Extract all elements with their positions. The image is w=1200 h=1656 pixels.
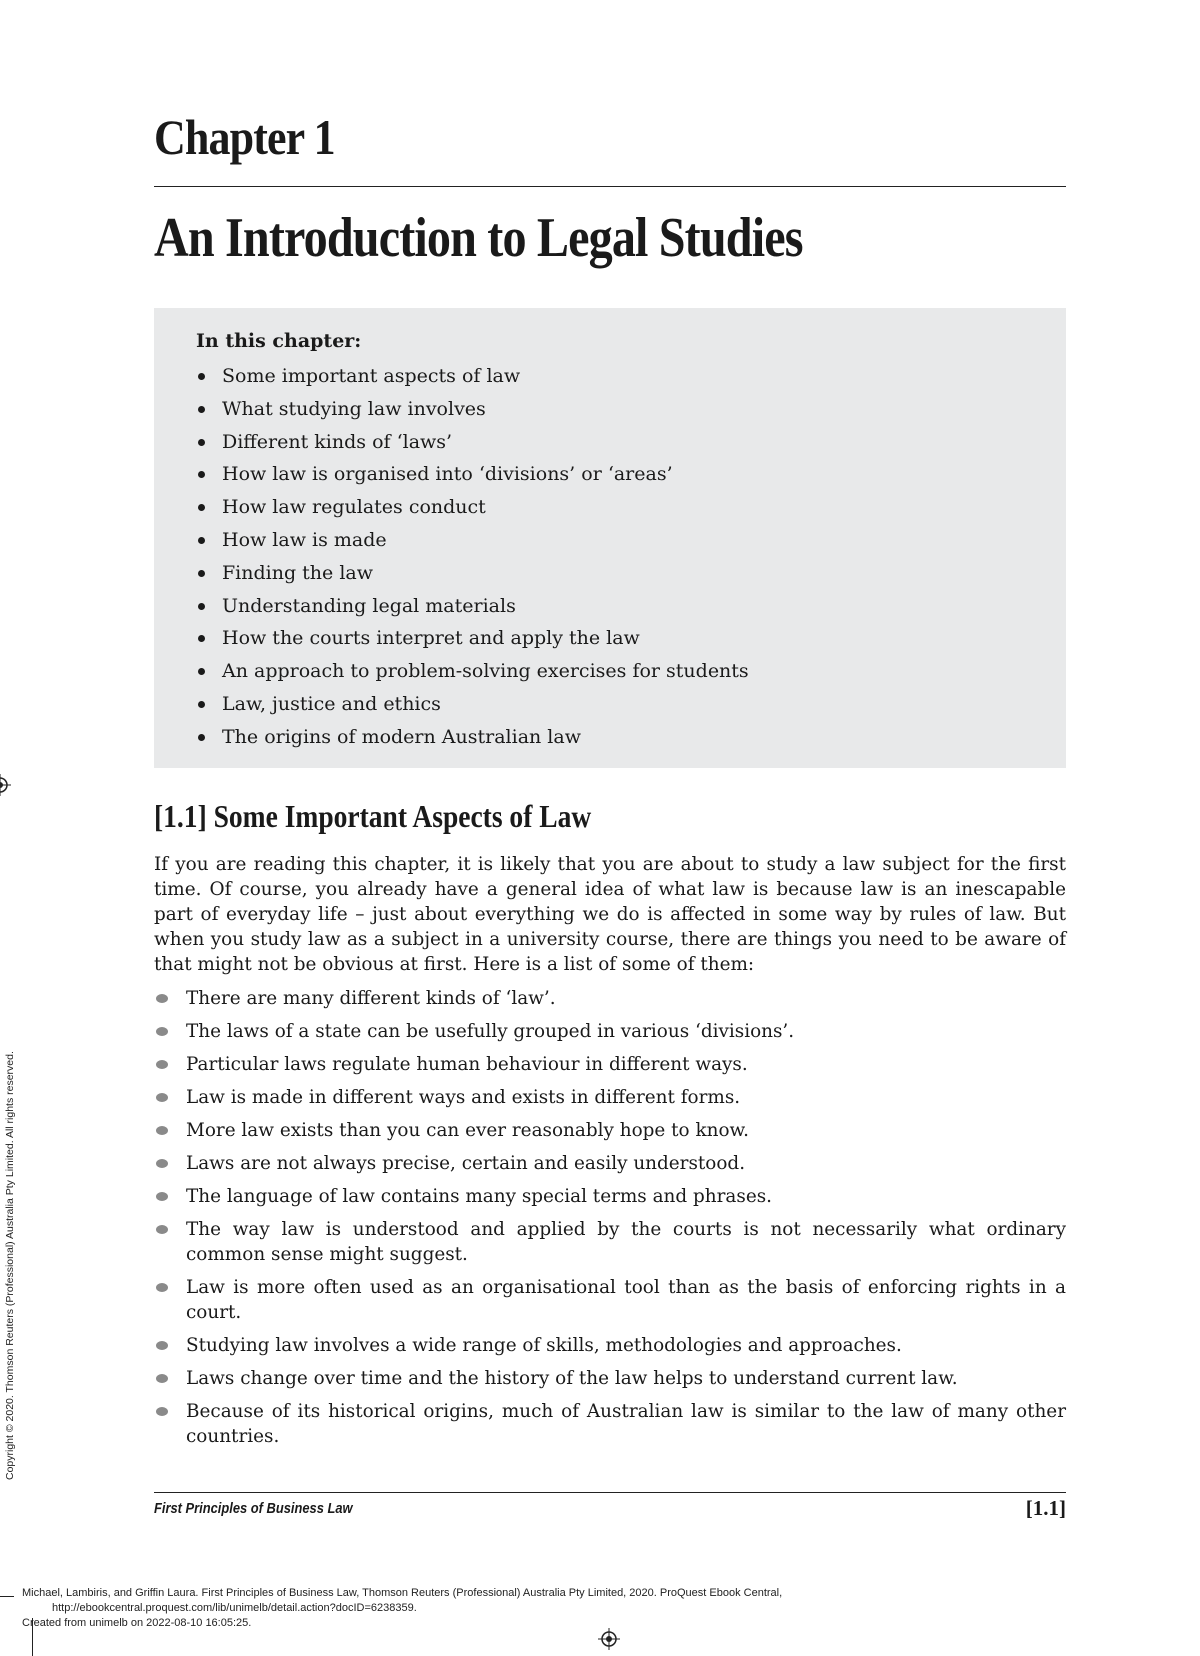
- chapter-divider: [154, 186, 1066, 187]
- list-item: Laws change over time and the history of the law helps to understand current law.: [154, 1366, 1066, 1391]
- summary-item: Finding the law: [196, 557, 749, 590]
- page-reference: [1.1]: [1025, 1496, 1066, 1520]
- summary-list: [196, 360, 749, 754]
- bullet-icon: [156, 994, 168, 1003]
- citation-created: Created from unimelb on 2022-08-10 16:05:25.: [22, 1617, 252, 1629]
- summary-item: Different kinds of ‘laws’: [196, 426, 749, 459]
- summary-item: How law is organised into ‘divisions’ or ‘areas’: [196, 458, 749, 491]
- copyright-notice: Copyright © 2020. Thomson Reuters (Professional) Australia Pty Limited. All rights reserved.: [4, 1051, 16, 1480]
- running-footer-title: First Principles of Business Law: [154, 1500, 353, 1517]
- bullet-icon: [198, 635, 205, 642]
- crosshair-registration-icon: [598, 1628, 620, 1650]
- bullet-icon: [198, 734, 205, 741]
- footer-divider: [154, 1492, 1066, 1493]
- summary-item: Some important aspects of law: [196, 360, 749, 393]
- bullet-icon: [198, 701, 205, 708]
- list-item: More law exists than you can ever reasonably hope to know.: [154, 1118, 1066, 1143]
- bullet-icon: [198, 439, 205, 446]
- bullet-icon: [198, 504, 205, 511]
- list-item: The laws of a state can be usefully grouped in various ‘divisions’.: [154, 1019, 1066, 1044]
- intro-paragraph: If you are reading this chapter, it is likely that you are about to study a law subject for the first time. Of course, you already have a general idea of what law is because law is an inescapable part of everyday life – just about everything we do is affected in some way by rules of law. But when you study law as a subject in a university course, there are things you need to be aware of that might not be obvious at first. Here is a list of some of them:: [154, 854, 1066, 975]
- summary-item: An approach to problem-solving exercises for students: [196, 655, 749, 688]
- bullet-icon: [156, 1060, 168, 1069]
- bullet-icon: [156, 1407, 168, 1416]
- bullet-icon: [198, 537, 205, 544]
- bullet-icon: [156, 1093, 168, 1102]
- chapter-label: Chapter 1: [154, 109, 335, 165]
- section-heading: [1.1] Some Important Aspects of Law: [154, 798, 592, 834]
- list-item: Because of its historical origins, much of Australian law is similar to the law of many other countries.: [154, 1399, 1066, 1449]
- list-item: Law is more often used as an organisational tool than as the basis of enforcing rights in a court.: [154, 1275, 1066, 1325]
- list-item: The language of law contains many special terms and phrases.: [154, 1184, 1066, 1209]
- bullet-icon: [156, 1374, 168, 1383]
- crop-mark: [0, 1596, 14, 1597]
- summary-item: Law, justice and ethics: [196, 688, 749, 721]
- bullet-icon: [156, 1126, 168, 1135]
- aspects-list: [154, 986, 1066, 1457]
- list-item: Particular laws regulate human behaviour in different ways.: [154, 1052, 1066, 1077]
- bullet-icon: [156, 1341, 168, 1350]
- list-item: Law is made in different ways and exists in different forms.: [154, 1085, 1066, 1110]
- bullet-icon: [156, 1225, 168, 1234]
- summary-item: How the courts interpret and apply the law: [196, 622, 749, 655]
- summary-heading: In this chapter:: [196, 330, 362, 352]
- summary-item: How law regulates conduct: [196, 491, 749, 524]
- summary-item: How law is made: [196, 524, 749, 557]
- citation-line: Michael, Lambiris, and Griffin Laura. First Principles of Business Law, Thomson Reuters (Professional) Australia Pty Limited, 2020. ProQuest Ebook Central,: [22, 1587, 783, 1599]
- bullet-icon: [156, 1027, 168, 1036]
- citation-block: [22, 1586, 1122, 1631]
- summary-item: What studying law involves: [196, 393, 749, 426]
- list-item: The way law is understood and applied by the courts is not necessarily what ordinary common sense might suggest.: [154, 1217, 1066, 1267]
- summary-item: The origins of modern Australian law: [196, 721, 749, 754]
- citation-url[interactable]: http://ebookcentral.proquest.com/lib/unimelb/detail.action?docID=6238359.: [52, 1602, 417, 1614]
- chapter-summary-box: [154, 308, 1066, 768]
- bullet-icon: [198, 603, 205, 610]
- bullet-icon: [198, 373, 205, 380]
- list-item: There are many different kinds of ‘law’.: [154, 986, 1066, 1011]
- list-item: Laws are not always precise, certain and easily understood.: [154, 1151, 1066, 1176]
- bullet-icon: [198, 570, 205, 577]
- chapter-title: An Introduction to Legal Studies: [154, 207, 803, 269]
- crosshair-registration-icon: [0, 774, 11, 796]
- bullet-icon: [198, 668, 205, 675]
- bullet-icon: [156, 1283, 168, 1292]
- summary-item: Understanding legal materials: [196, 590, 749, 623]
- bullet-icon: [156, 1192, 168, 1201]
- list-item: Studying law involves a wide range of skills, methodologies and approaches.: [154, 1333, 1066, 1358]
- bullet-icon: [156, 1159, 168, 1168]
- bullet-icon: [198, 471, 205, 478]
- bullet-icon: [198, 406, 205, 413]
